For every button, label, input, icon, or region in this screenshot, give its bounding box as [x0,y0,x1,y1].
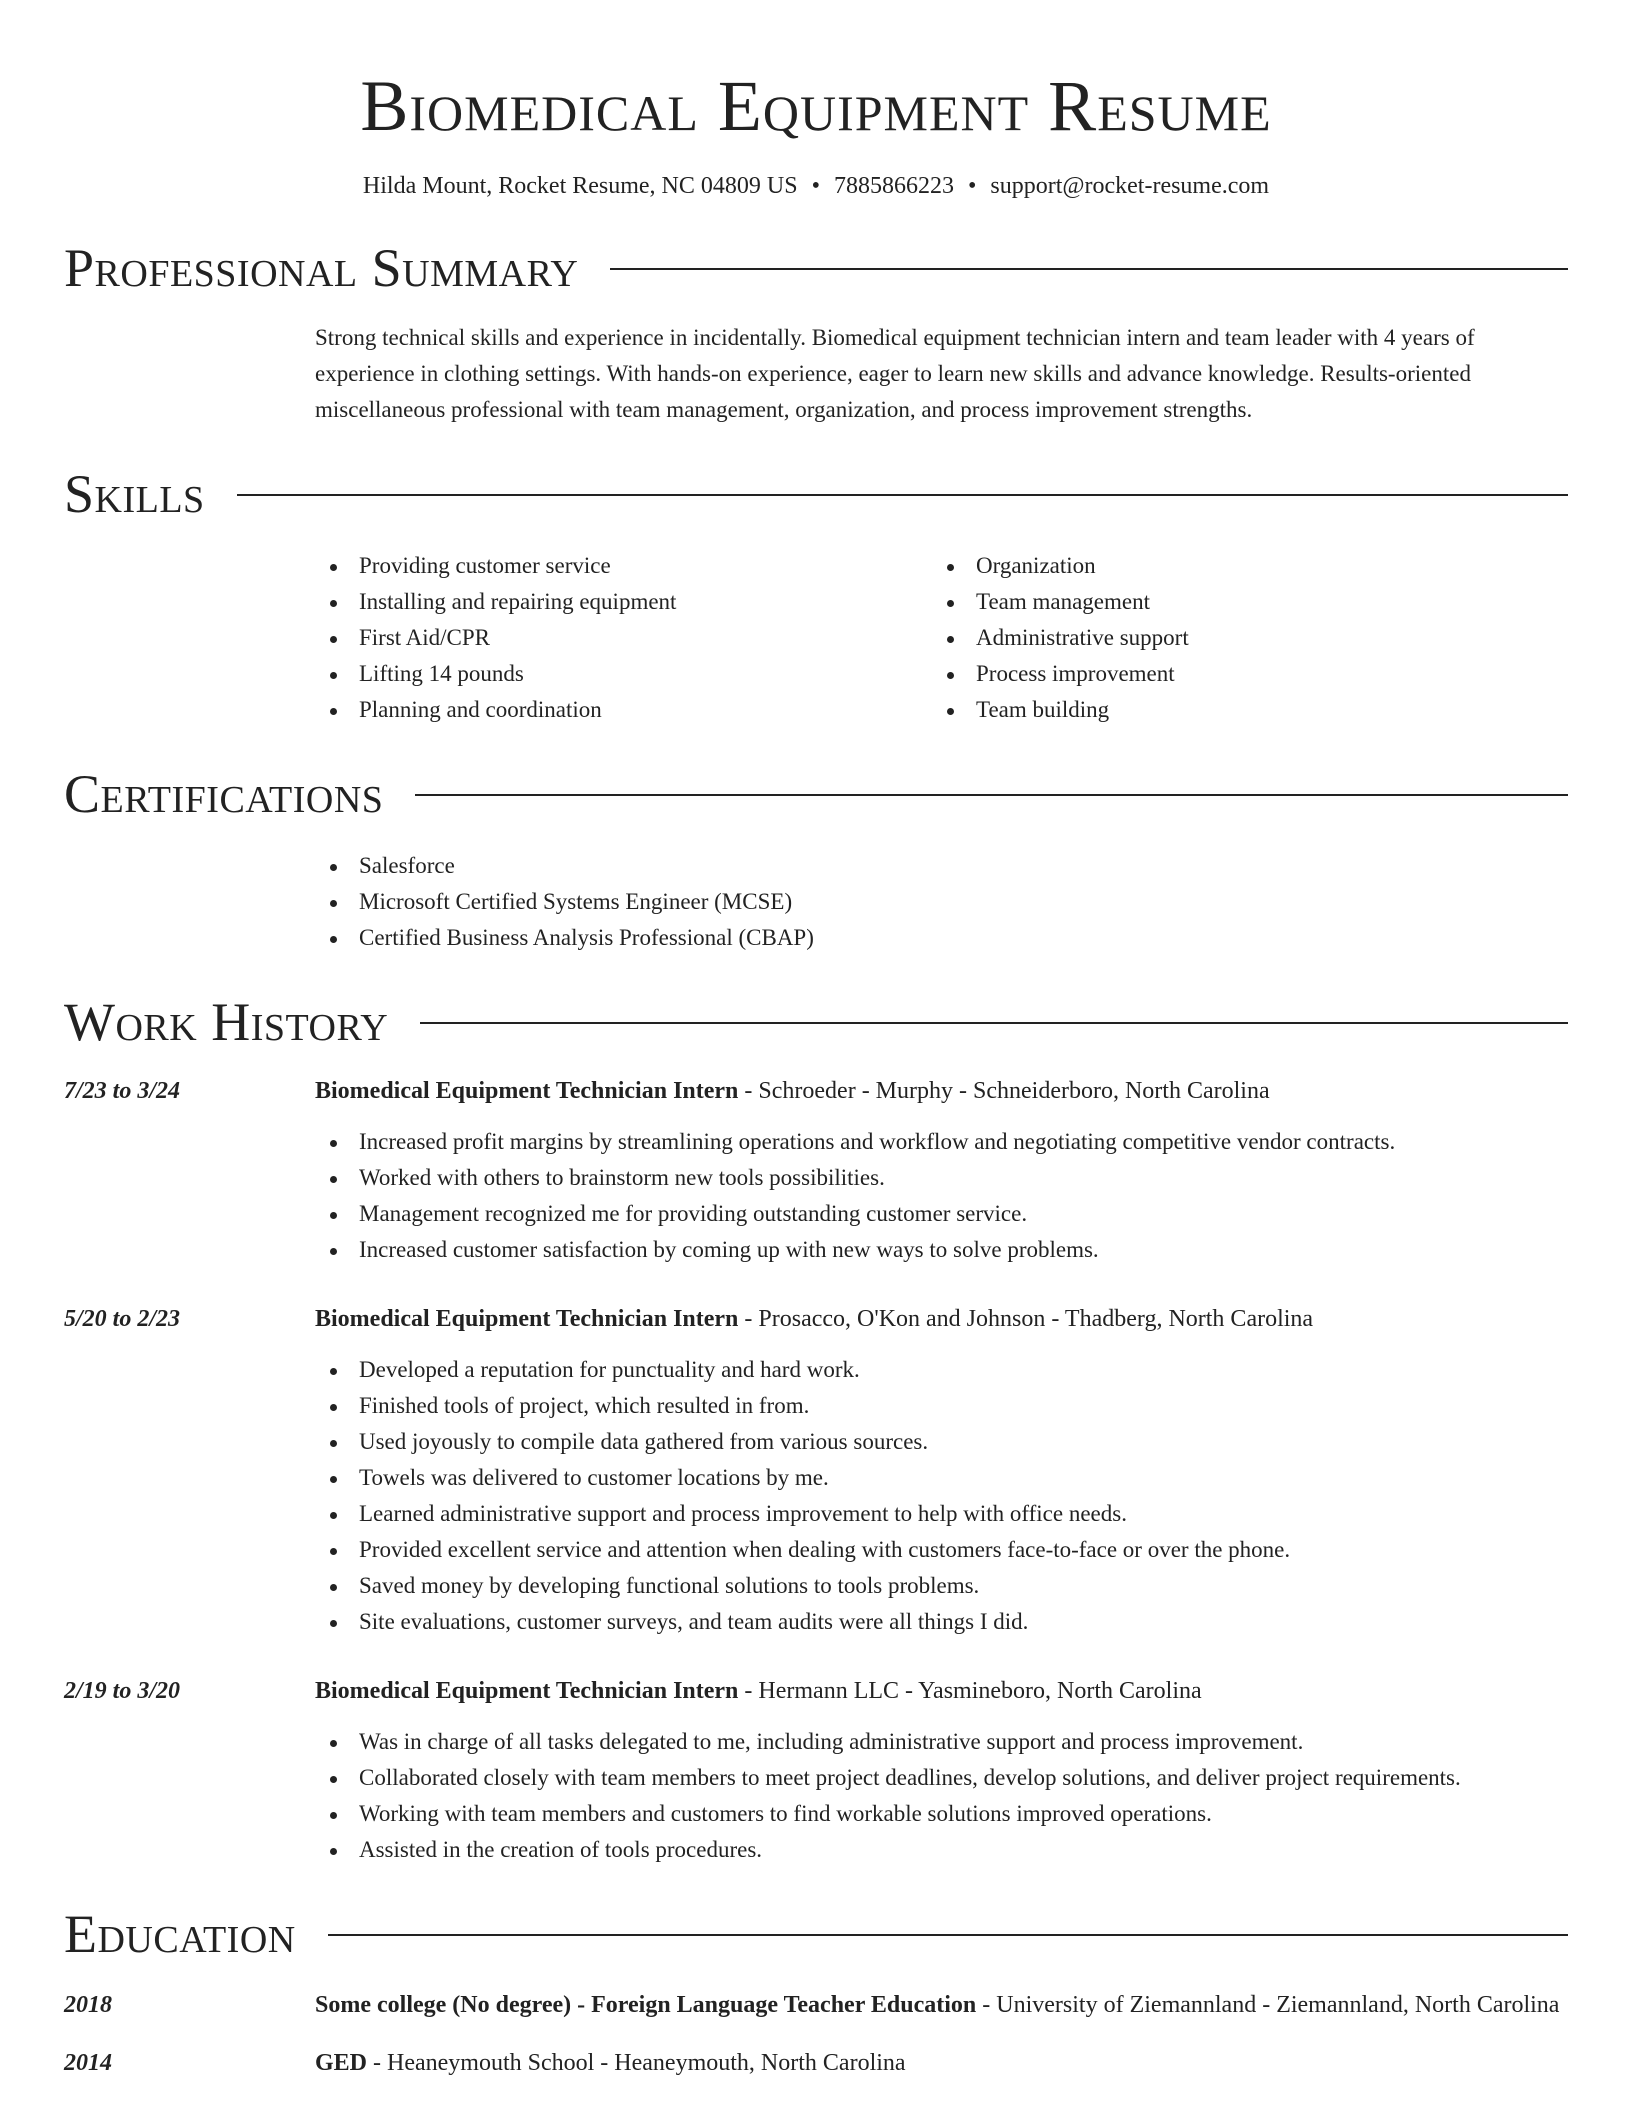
summary-text: Strong technical skills and experience in incidentally. Biomedical equipment technician intern and team leader with 4 years of experience in clothing settings. With hands-on experience, eager to learn new skills and advance knowledge. Results-oriented miscellaneous professional with team management, organization, and process improvement strengths. [315,325,1475,422]
resume-title: Biomedical Equipment Resume [360,66,1272,146]
job-bullet: Finished tools of project, which resulted in from. [315,1388,1568,1424]
contact-address: Hilda Mount, Rocket Resume, NC 04809 US [362,173,798,199]
bullet-icon [947,672,954,679]
bullet-icon [330,936,337,943]
education-degree: GED [315,2050,368,2076]
education-entry [64,1986,1568,2024]
skills-column-right [932,548,1549,728]
bullet-icon [330,1476,337,1483]
education-school: - University of Ziemannland - Ziemannland, North Carolina [976,1992,1560,2018]
bullet-icon [330,1548,337,1555]
bullet-icon [947,636,954,643]
job-bullets [315,1124,1568,1268]
education-degree: Some college (No degree) - Foreign Language Teacher Education [315,1992,977,2018]
job-bullet: Learned administrative support and process improvement to help with office needs. [315,1496,1568,1532]
section-header-skills [64,462,1568,526]
job-bullet: Increased customer satisfaction by coming up with new ways to solve problems. [315,1232,1568,1268]
section-title: Education [64,1904,296,1964]
bullet-icon [330,672,337,679]
bullet-icon [330,564,337,571]
job-dates: 5/20 to 2/23 [64,1306,181,1332]
bullet-icon [330,1848,337,1855]
skill-item: Lifting 14 pounds [315,656,932,692]
section-header-certifications [64,762,1568,826]
education-entry [64,2044,1568,2082]
education-date: 2018 [64,1992,112,2018]
job-bullet: Worked with others to brainstorm new tools possibilities. [315,1160,1568,1196]
section-title: Certifications [64,764,384,824]
section-title: Work History [64,992,389,1052]
section-title: Professional Summary [64,238,579,298]
bullet-icon [330,600,337,607]
job-dates: 7/23 to 3/24 [64,1078,181,1104]
contact-email[interactable]: support@rocket-resume.com [990,173,1270,199]
job-bullet: Working with team members and customers to find workable solutions improved operations. [315,1796,1568,1832]
job-bullet: Provided excellent service and attention when dealing with customers face-to-face or over the phone. [315,1532,1568,1568]
skill-item: Planning and coordination [315,692,932,728]
job-company: - Schroeder - Murphy - Schneiderboro, North Carolina [738,1078,1270,1104]
contact-separator: • [967,173,977,199]
skill-item: Providing customer service [315,548,932,584]
job-bullet: Towels was delivered to customer locations by me. [315,1460,1568,1496]
bullet-icon [330,1584,337,1591]
skill-item: Organization [932,548,1549,584]
education-date: 2014 [64,2050,112,2076]
bullet-icon [330,1212,337,1219]
bullet-icon [330,1740,337,1747]
section-header-education [64,1902,1568,1966]
bullet-icon [330,1404,337,1411]
skill-item: Team building [932,692,1549,728]
education-list [64,1986,1568,2082]
job-bullet: Site evaluations, customer surveys, and team audits were all things I did. [315,1604,1568,1640]
contact-separator: • [811,173,820,199]
job-bullet: Assisted in the creation of tools procedures. [315,1832,1568,1868]
job-bullet: Developed a reputation for punctuality and hard work. [315,1352,1568,1388]
certifications-list [315,848,1568,956]
job-title: Biomedical Equipment Technician Intern [315,1078,739,1104]
section-header-summary [64,236,1568,300]
job-company: - Hermann LLC - Yasmineboro, North Carolina [738,1678,1202,1704]
bullet-icon [330,1140,337,1147]
job-title: Biomedical Equipment Technician Intern [315,1306,739,1332]
section-title: Skills [64,464,205,524]
skill-item: First Aid/CPR [315,620,932,656]
bullet-icon [330,864,337,871]
bullet-icon [330,1368,337,1375]
section-header-work-history [64,990,1568,1054]
job-bullet: Management recognized me for providing outstanding customer service. [315,1196,1568,1232]
job-bullet: Saved money by developing functional solutions to tools problems. [315,1568,1568,1604]
bullet-icon [330,1512,337,1519]
education-school: - Heaneymouth School - Heaneymouth, North Carolina [367,2050,906,2076]
job-title: Biomedical Equipment Technician Intern [315,1678,739,1704]
certification-item: Certified Business Analysis Professional (CBAP) [315,920,1568,956]
bullet-icon [330,1176,337,1183]
bullet-icon [330,1620,337,1627]
section-divider [420,1022,1568,1024]
contact-line [64,170,1568,202]
job-bullets [315,1352,1568,1640]
bullet-icon [947,600,954,607]
bullet-icon [330,708,337,715]
bullet-icon [330,636,337,643]
job-bullet: Was in charge of all tasks delegated to me, including administrative support and process improvement. [315,1724,1568,1760]
section-divider [610,268,1568,270]
job-heading [315,1672,1568,1710]
job-entry [64,1300,1568,1640]
skill-item: Installing and repairing equipment [315,584,932,620]
certification-item: Microsoft Certified Systems Engineer (MCSE) [315,884,1568,920]
bullet-icon [330,1248,337,1255]
bullet-icon [947,708,954,715]
bullet-icon [330,900,337,907]
job-company: - Prosacco, O'Kon and Johnson - Thadberg, North Carolina [738,1306,1314,1332]
section-divider [237,494,1568,496]
skills-column-left [315,548,932,728]
skill-item: Administrative support [932,620,1549,656]
job-entry [64,1072,1568,1268]
job-bullets [315,1724,1568,1868]
bullet-icon [330,1812,337,1819]
certification-item: Salesforce [315,848,1568,884]
job-bullet: Used joyously to compile data gathered from various sources. [315,1424,1568,1460]
bullet-icon [947,564,954,571]
job-dates: 2/19 to 3/20 [64,1678,181,1704]
job-entry [64,1672,1568,1868]
contact-phone: 7885866223 [833,173,954,199]
section-divider [328,1934,1568,1936]
skill-item: Process improvement [932,656,1549,692]
section-divider [415,794,1568,796]
education-details [315,2044,1568,2082]
skill-item: Team management [932,584,1549,620]
job-heading [315,1072,1568,1110]
education-details [315,1986,1568,2024]
job-heading [315,1300,1568,1338]
bullet-icon [330,1776,337,1783]
job-bullet: Increased profit margins by streamlining operations and workflow and negotiating competitive vendor contracts. [315,1124,1568,1160]
job-bullet: Collaborated closely with team members to meet project deadlines, develop solutions, and deliver project requirements. [315,1760,1568,1796]
work-history-list [64,1072,1568,1868]
skills-list [315,548,1568,728]
bullet-icon [330,1440,337,1447]
